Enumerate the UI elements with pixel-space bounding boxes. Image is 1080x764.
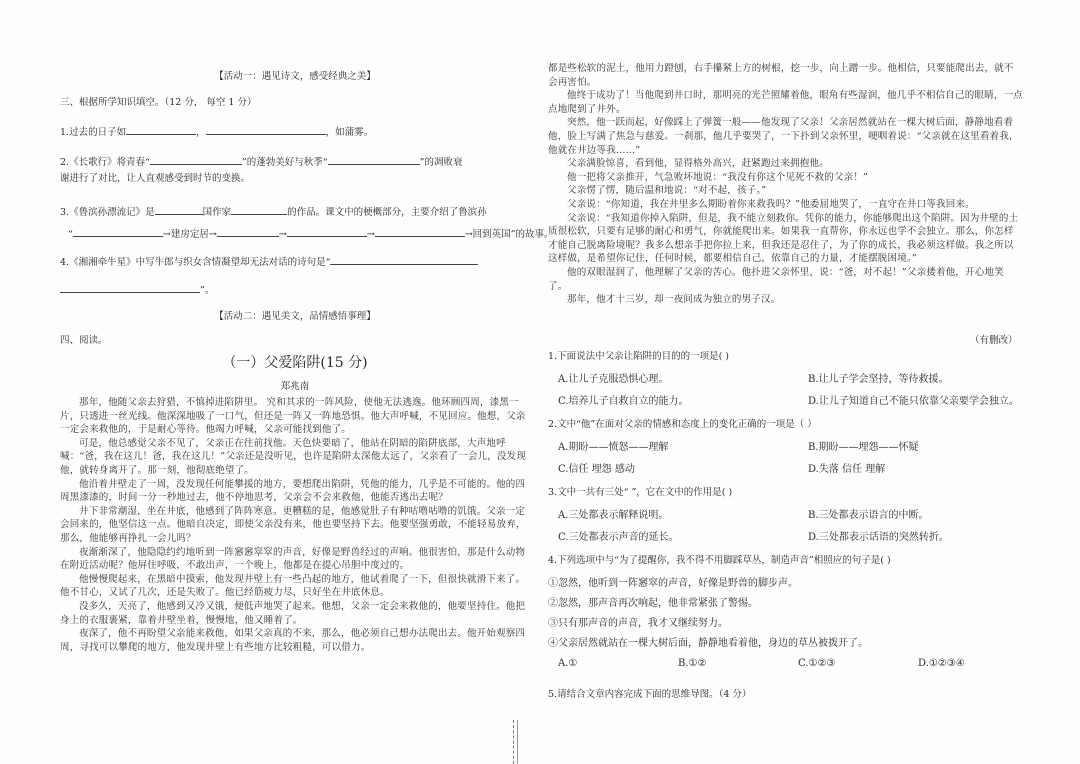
answer-option[interactable]: A.让儿子克服恐惧心理。: [558, 374, 669, 385]
passage-paragraph: 井下非常潮湿，坐在井底，他感到了阵阵寒意。更糟糕的是，他感觉肚子有种咕噜咕噜的饥饿。父亲一定会回来的，他坚信这一点。他暗自决定，即使父亲没有来，他也要坚持下去。他要坚强勇敢，不能轻易放弃，那么，他能够再挣扎一会儿吗？: [60, 505, 526, 544]
passage-source-note: （有删改）: [970, 335, 1018, 346]
passage-paragraph: 他慢慢爬起来，在黑暗中摸索，他发现井壁上有一些凸起的地方，他试着爬了一下，但很快就滑下来了。他不甘心，又试了几次，还是失败了。他已经筋疲力尽，只好坐在井底休息。: [60, 573, 526, 599]
question-3-line2: “ →建房定居→ → → →回到英国”的故事。: [68, 226, 554, 242]
blank: [217, 226, 279, 237]
passage-title: （一）父爱陷阱(15 分): [222, 355, 368, 371]
section3-title: 三、根据所学知识填空。（12 分， 每空 1 分）: [60, 97, 257, 108]
answer-option[interactable]: A.期盼——愤怒——理解: [558, 442, 669, 453]
answer-option[interactable]: A.三处都表示解释说明。: [558, 510, 669, 521]
blank: [73, 226, 163, 237]
answer-choice[interactable]: D.①②③④: [918, 658, 965, 669]
answer-option[interactable]: C.三处都表示声音的延长。: [558, 532, 679, 543]
blank: [375, 226, 465, 237]
answer-option[interactable]: D.失落 信任 理解: [808, 464, 886, 475]
blank: [150, 154, 242, 165]
question-4-line2: ”。: [60, 282, 214, 298]
activity1-heading: 【活动一：遇见诗文，感受经典之美】: [214, 71, 376, 82]
passage-paragraph: 没多久，天亮了，他感到又冷又饿，便低声地哭了起来。他想，父亲一定会来救他的，他要坚持住。他把身上的衣服裹紧，靠着井壁坐着，慢慢地，他又睡着了。: [60, 600, 526, 626]
section4-title: 四、阅读。: [60, 335, 108, 346]
passage-continued: [548, 62, 1023, 334]
blank: [155, 204, 203, 215]
passage-paragraph: 父亲说：“你知道，我在井里多么期盼着你来救我吗？”他委屈地哭了，一直守在井口等我回来。: [567, 198, 975, 210]
answer-option[interactable]: D.三处都表示话语的突然转折。: [808, 532, 949, 543]
blank: [328, 154, 420, 165]
passage-paragraph: 突然，他一跃而起，好像踩上了弹簧一般——他发现了父亲！父亲居然就站在一棵大树后面，静静地看着他，脸上写满了焦急与慈爱。一刹那，他几乎要哭了，一下扑到父亲怀里，哽咽着说：“父亲就在这里看着我，他就在井边等我……”: [548, 117, 1019, 156]
blank: [60, 282, 200, 293]
question-2: 2.《长歌行》将青春“ ”的蓬勃美好与秋季“ ”的凋败衰: [60, 154, 463, 170]
passage-paragraph: 可是，他总感觉父亲不见了，父亲正在往前找他。天色快要暗了，他站在阴暗的陷阱底部，大声地呼喊：“爸，我在这儿！爸，我在这儿！”父亲还是没听见，也许是陷阱太深他太远了，父亲看了一会儿，没发现他，就转身离开了。那一刻，他彻底绝望了。: [60, 437, 527, 476]
answer-statement: ④父亲居然就站在一棵大树后面，静静地看着他，身边的草丛被拨开了。: [548, 638, 868, 649]
answer-option[interactable]: B.让儿子学会坚持，等待救援。: [808, 374, 949, 385]
answer-choice[interactable]: B.①②: [678, 658, 707, 669]
passage-body: [60, 396, 530, 714]
answer-option[interactable]: C.培养儿子自救自立的能力。: [558, 396, 689, 407]
passage-paragraph: 他一把将父亲推开，气急败坏地说：“我没有你这个见死不救的父亲！”: [567, 171, 869, 183]
blank: [231, 204, 287, 215]
answer-option[interactable]: C.信任 埋怨 感动: [558, 464, 635, 475]
blank: [287, 226, 367, 237]
question-4: 4.《湘湘牵牛星》中写牛郎与织女含情凝望却无法对话的诗句是“: [60, 254, 478, 270]
left-column: [60, 0, 554, 764]
question-stem: 1.下面说法中父亲让陷阱的目的的一项是( ): [548, 351, 729, 362]
question-5: 5.请结合文章内容完成下面的思维导图。（4 分）: [548, 689, 752, 700]
passage-paragraph: 他的双眼湿润了，他理解了父亲的苦心。他扑进父亲怀里，说：“爸，对不起！”父亲搂着他，开心地笑了。: [548, 266, 1004, 292]
question-stem: 4.下列选项中与“为了提醒你，我不得不用脚踩草丛，制造声音”相照应的句子是( ): [548, 555, 891, 566]
answer-statement: ②忽然，那声音再次响起，他非常紧张了警惕。: [548, 598, 758, 609]
passage-paragraph: 都是些松软的泥土，他用力蹬刨，右手攥紧上方的树根，挖一步，向上蹭一步。他相信，只要能爬出去，就不会再害怕。: [548, 63, 1014, 88]
passage-paragraph: 父亲满脸惊喜，看到他，显得格外高兴，赶紧跑过来拥抱他。: [567, 158, 829, 170]
passage-paragraph: 他终于成功了！当他爬到井口时，那明亮的光芒照耀着他，眼角有些湿润，他几乎不相信自己的眼睛，一点点地爬到了井外。: [548, 90, 1023, 115]
passage-paragraph: 那年，他才十三岁，却一夜间成为独立的男子汉。: [567, 294, 781, 306]
passage-author: 郑兆南: [280, 381, 310, 392]
answer-option[interactable]: B.三处都表示语言的中断。: [808, 510, 929, 521]
answer-statement: ③只有那声音的声音，我才又继续努力。: [548, 618, 728, 629]
question-stem: 3.文中一共有三处“ ”，它在文中的作用是( ): [548, 487, 733, 498]
fold-line: [513, 720, 514, 764]
question-3: 3.《鲁滨孙漂流记》是 国作家 的作品。课文中的梗概部分，主要介绍了鲁滨孙: [60, 204, 487, 220]
blank: [330, 254, 478, 265]
question-1: 1.过去的日子如 ， ，如蒲雾。: [60, 124, 373, 140]
passage-paragraph: 父亲说：“我知道你掉入陷阱，但是，我不能立刻救你。凭你的能力，你能够爬出这个陷阱。因为井壁的土质很松软，只要有足够的耐心和勇气，你就能爬出来。如果我一直帮你，你永远也学不会独立。那么，你怎样才能自己脱离险境呢？我多么想亲手把你拉上来，但我还是忍住了，为了你的成长，我必须这样做。我之所以这样做，是希望你记住，任何时候，都要相信自己，依靠自己的力量，才能摆脱困境。”: [548, 212, 1019, 265]
question-stem: 2.文中“他”在面对父亲的情感和态度上的变化正确的一项是（ ）: [548, 419, 817, 430]
answer-choice[interactable]: C.①②③: [798, 658, 836, 669]
answer-choice[interactable]: A.①: [558, 658, 578, 669]
passage-paragraph: 夜渐渐深了，他隐隐约约地听到一阵窸窸窣窣的声音，好像是野兽经过的声响。他很害怕，那是什么动物在附近活动呢？他屏住呼吸，不敢出声，一个晚上，他都是在提心吊胆中度过的。: [60, 546, 526, 572]
blank: [206, 124, 326, 135]
activity2-heading: 【活动二：遇见美文，品情感悟事理】: [214, 311, 376, 322]
passage-paragraph: 父亲愣了愣，随后温和地说：“对不起，孩子。”: [567, 185, 767, 197]
passage-paragraph: 夜深了，他不再盼望父亲能来救他，如果父亲真的不来，那么，他必须自己想办法爬出去。他开始观察四周，寻找可以攀爬的地方，他发现井壁上有些地方比较粗糙，可以借力。: [60, 628, 526, 653]
question-2-line2: 谢进行了对比，让人直观感受到时节的变换。: [60, 173, 251, 184]
passage-paragraph: 那年，他随父亲去狩猎，不慎掉进陷阱里。 究和其求的一阵风险，使他无法逃逸。他环顾四周，漆黑一片，只透进一丝光线。他深深地吸了一口气，但还是一阵又一阵地恐惧。他大声呼喊，不见回应。他想，父亲一定会来救他的，于是耐心等待。他竭力呼喊，父亲可能找到他了。: [60, 397, 526, 436]
right-column: [548, 0, 1028, 764]
fold-line: [517, 720, 518, 764]
blank: [126, 124, 196, 135]
passage-paragraph: 他沿着井壁走了一周，没发现任何能攀援的地方，要想爬出陷阱，凭他的能力，几乎是不可能的。他的四周黑漆漆的，时间一分一秒地过去，他不停地思考，父亲会不会来救他，他能否逃出去呢？: [60, 478, 526, 504]
answer-option[interactable]: B.期盼——埋怨——怀疑: [808, 442, 919, 453]
answer-option[interactable]: D.让儿子知道自己不能只依靠父亲要学会独立。: [808, 396, 1019, 407]
answer-statement: ①忽然，他听到一阵窸窣的声音，好像是野兽的脚步声。: [548, 578, 798, 589]
